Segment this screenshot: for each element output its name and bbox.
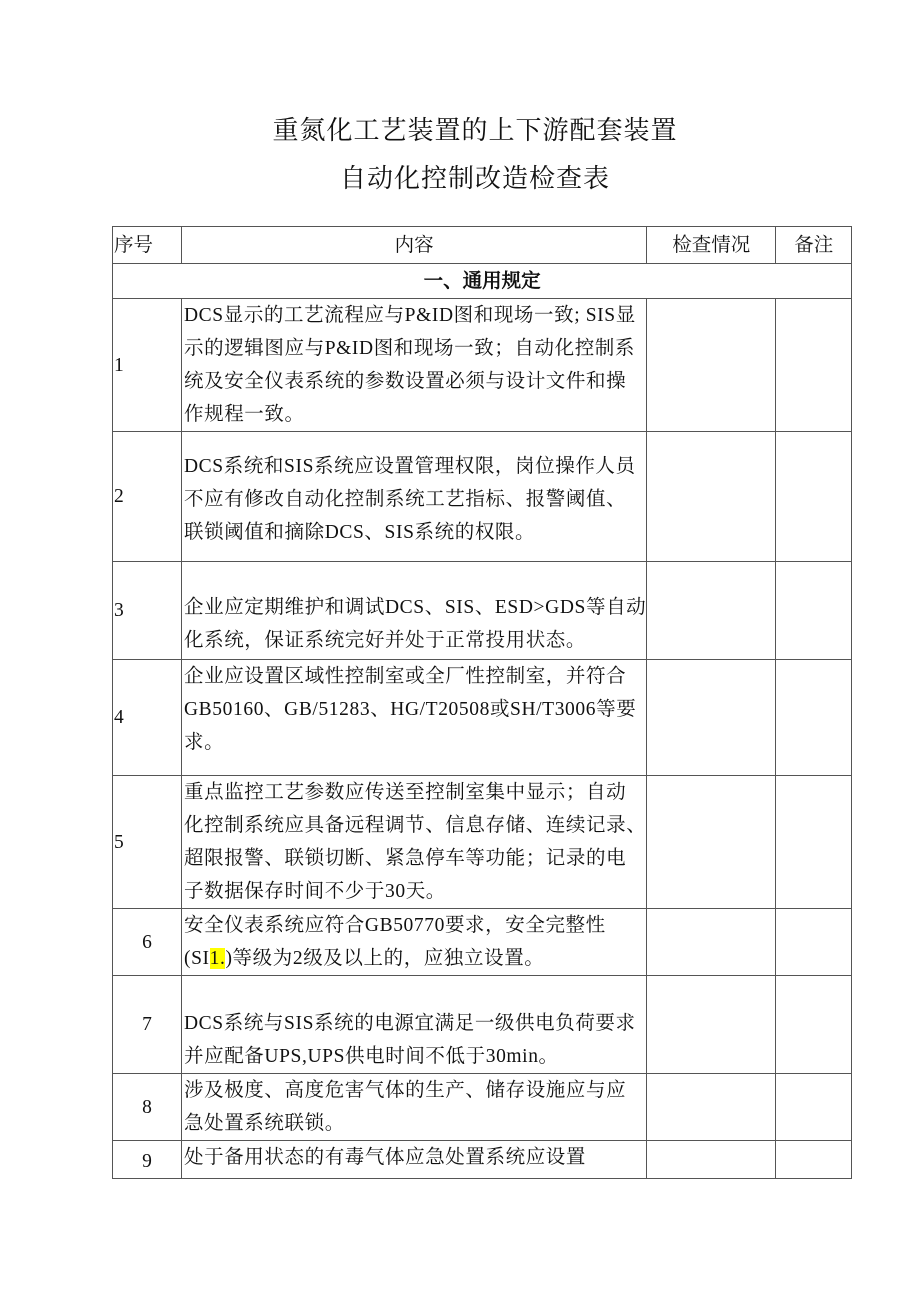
- remark-cell[interactable]: [776, 432, 852, 562]
- content-line: 作规程一致。: [184, 404, 305, 425]
- check-cell[interactable]: [647, 1141, 776, 1179]
- row-number: 2: [113, 432, 182, 562]
- check-cell[interactable]: [647, 432, 776, 562]
- table-row: [113, 299, 852, 432]
- content-line: DCS系统和SIS系统应设置管理权限，岗位操作人员: [184, 456, 636, 477]
- content-line: 子数据保存时间不少于30天。: [184, 881, 446, 902]
- row-content: [182, 1141, 647, 1179]
- row-number: 3: [113, 562, 182, 660]
- content-line: 超限报警、联锁切断、紧急停车等功能；记录的电: [184, 848, 627, 869]
- remark-cell[interactable]: [776, 909, 852, 976]
- content-line: 企业应定期维护和调试DCS、SIS、ESD>GDS等自动: [184, 597, 647, 618]
- content-line: 安全仪表系统应符合GB50770要求，安全完整性: [184, 915, 606, 936]
- remark-cell[interactable]: [776, 562, 852, 660]
- content-line: 重点监控工艺参数应传送至控制室集中显示；自动: [184, 782, 627, 803]
- row-number: 6: [113, 909, 182, 976]
- document-title-line2: 自动化控制改造检查表: [339, 164, 610, 193]
- table-row: [113, 1141, 852, 1179]
- row-number: 4: [113, 660, 182, 776]
- check-cell[interactable]: [647, 776, 776, 909]
- table-row: [113, 432, 852, 562]
- section-title: 一、通用规定: [113, 264, 852, 299]
- content-text: )等级为2级及以上的，应独立设置。: [225, 948, 545, 969]
- table-row: [113, 660, 852, 776]
- remark-cell[interactable]: [776, 976, 852, 1074]
- remark-cell[interactable]: [776, 776, 852, 909]
- content-line: DCS系统与SIS系统的电源宜满足一级供电负荷要求: [184, 1013, 636, 1034]
- check-cell[interactable]: [647, 562, 776, 660]
- highlighted-text: 1.: [209, 948, 226, 969]
- content-line: [184, 942, 646, 975]
- document-title-line1: 重氮化工艺装置的上下游配套装置: [272, 116, 678, 145]
- content-line: 涉及极度、高度危害气体的生产、储存设施应与应: [184, 1080, 627, 1101]
- remark-cell[interactable]: [776, 1141, 852, 1179]
- table-row: [113, 976, 852, 1074]
- remark-cell[interactable]: [776, 299, 852, 432]
- row-number: 5: [113, 776, 182, 909]
- check-cell[interactable]: [647, 299, 776, 432]
- row-content: [182, 562, 647, 660]
- row-content: [182, 909, 647, 976]
- header-check: 检查情况: [647, 227, 776, 264]
- remark-cell[interactable]: [776, 1074, 852, 1141]
- content-line: 化控制系统应具备远程调节、信息存储、连续记录、: [184, 815, 647, 836]
- section-row: [113, 264, 852, 299]
- content-line: 示的逻辑图应与P&ID图和现场一致；自动化控制系: [184, 338, 635, 359]
- content-text: (SI: [184, 948, 210, 969]
- content-line: GB50160、GB/51283、HG/T20508或SH/T3006等要: [184, 699, 637, 720]
- table-row: [113, 562, 852, 660]
- check-cell[interactable]: [647, 1074, 776, 1141]
- checklist-table: [112, 226, 852, 1179]
- content-line: 求。: [184, 732, 225, 753]
- table-row: [113, 776, 852, 909]
- content-line: 统及安全仪表系统的参数设置必须与设计文件和操: [184, 371, 627, 392]
- content-line: 化系统，保证系统完好并处于正常投用状态。: [184, 630, 587, 651]
- remark-cell[interactable]: [776, 660, 852, 776]
- content-line: 联锁阈值和摘除DCS、SIS系统的权限。: [184, 522, 536, 543]
- content-line: 不应有修改自动化控制系统工艺指标、报警阈值、: [184, 489, 627, 510]
- content-line: 并应配备UPS,UPS供电时间不低于30min。: [184, 1046, 559, 1067]
- row-content: [182, 660, 647, 776]
- row-number: 9: [113, 1141, 182, 1179]
- header-remark: 备注: [776, 227, 852, 264]
- content-line: 企业应设置区域性控制室或全厂性控制室，并符合: [184, 666, 627, 687]
- row-content: [182, 432, 647, 562]
- row-content: [182, 1074, 647, 1141]
- check-cell[interactable]: [647, 976, 776, 1074]
- header-content: 内容: [182, 227, 647, 264]
- row-content: [182, 299, 647, 432]
- row-number: 8: [113, 1074, 182, 1141]
- header-no: 序号: [113, 227, 182, 264]
- table-header-row: [113, 227, 852, 264]
- table-row: [113, 909, 852, 976]
- check-cell[interactable]: [647, 909, 776, 976]
- table-row: [113, 1074, 852, 1141]
- content-line: 处于备用状态的有毒气体应急处置系统应设置: [184, 1147, 587, 1168]
- row-content: [182, 776, 647, 909]
- row-number: 1: [113, 299, 182, 432]
- content-line: 急处置系统联锁。: [184, 1113, 345, 1134]
- row-content: [182, 976, 647, 1074]
- check-cell[interactable]: [647, 660, 776, 776]
- content-line: DCS显示的工艺流程应与P&ID图和现场一致; SIS显: [184, 305, 636, 326]
- row-number: 7: [113, 976, 182, 1074]
